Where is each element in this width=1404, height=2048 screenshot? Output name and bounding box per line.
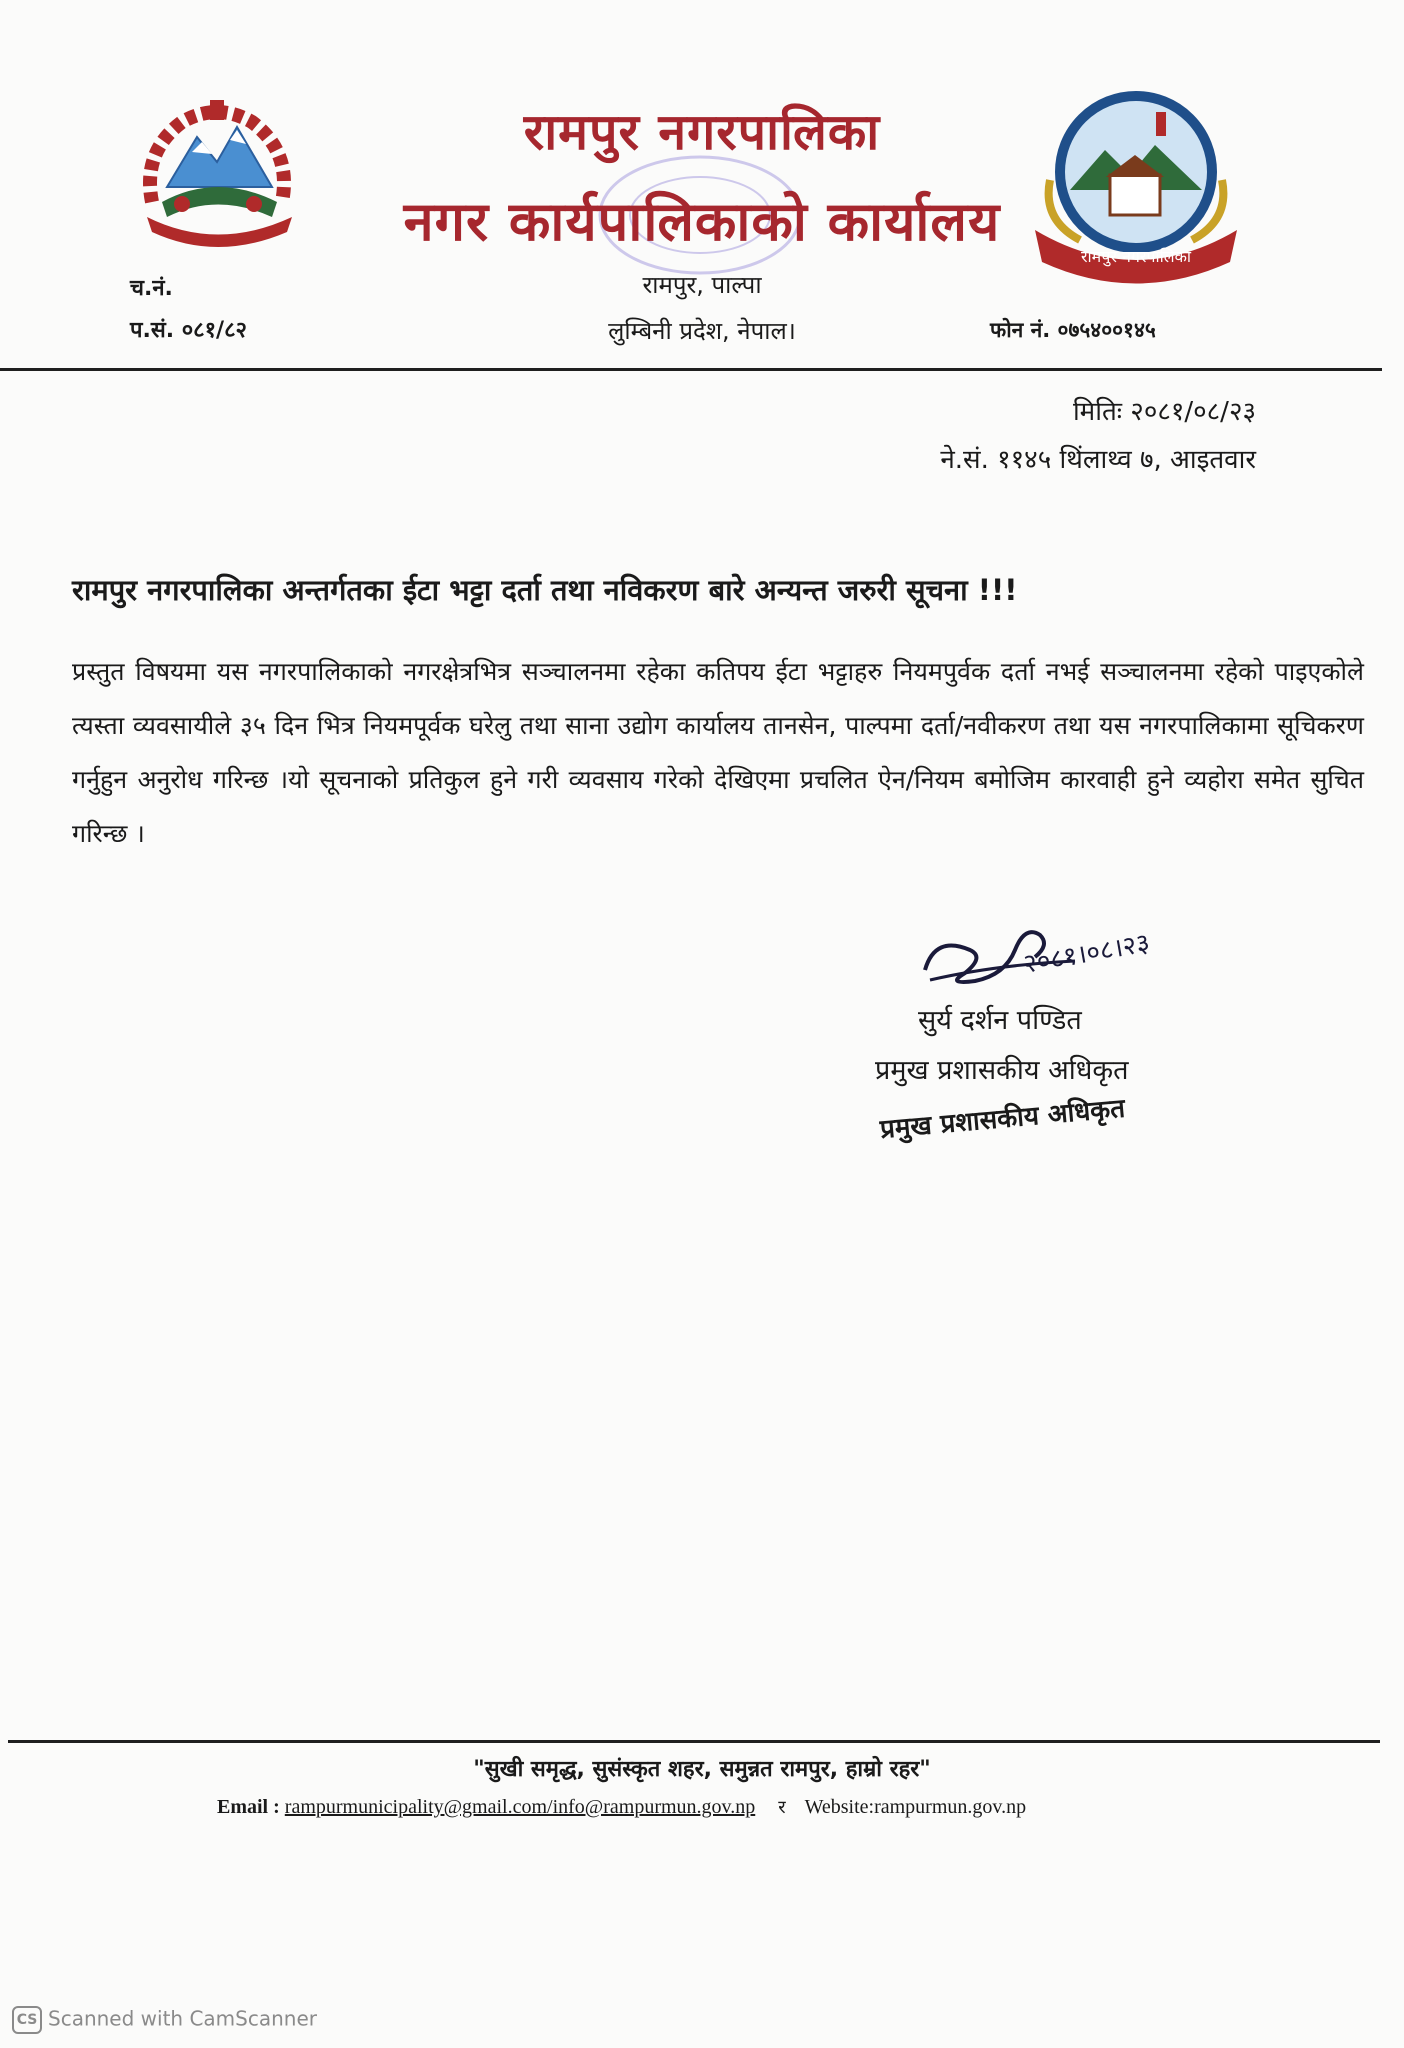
province-line: लुम्बिनी प्रदेश, नेपाल। xyxy=(608,317,796,345)
page-title: रामपुर नगरपालिका xyxy=(523,103,881,161)
letter-number: प.सं. ०८१/८२ xyxy=(130,318,247,343)
office-title: नगर कार्यपालिकाको कार्यालय xyxy=(403,190,1001,253)
scanner-watermark xyxy=(12,2006,317,2034)
email-label: Email : xyxy=(217,1796,280,1818)
scanner-text: Scanned with CamScanner xyxy=(48,2006,317,2031)
address-line: रामपुर, पाल्पा xyxy=(642,271,762,299)
designation-stamp: प्रमुख प्रशासकीय अधिकृत xyxy=(878,1093,1127,1145)
website-link[interactable]: Website:rampurmun.gov.np xyxy=(804,1796,1027,1818)
footer-slogan: "सुखी समृद्ध, सुसंस्कृत शहर, समुन्नत रामपुर, हाम्रो रहर" xyxy=(473,1757,931,1782)
phone-number: फोन नं. ०७५४००१४५ xyxy=(990,318,1156,342)
footer-divider xyxy=(8,1740,1380,1743)
dispatch-number: च.नं. xyxy=(130,276,173,301)
logo-banner-text: रामपुर नगरपालिका xyxy=(1080,247,1192,266)
header-divider xyxy=(0,368,1382,371)
signer-title: प्रमुख प्रशासकीय अधिकृत xyxy=(875,1055,1129,1086)
signer-name: सुर्य दर्शन पण्डित xyxy=(918,1005,1082,1036)
notice-body: प्रस्तुत विषयमा यस नगरपालिकाको नगरक्षेत्रभित्र सञ्चालनमा रहेका कतिपय ईटा भट्टाहरु नियमपुर्वक दर्ता नभई सञ्चालनमा रहेको पाइएकोले त्यस्ता व्यवसायीले ३५ दिन भित्र नियमपूर्वक घरेलु तथा साना उद्योग कार्यालय तानसेन, पाल्पमा दर्ता/नवीकरण तथा यस नगरपालिकामा सूचिकरण गर्नुहुन अनुरोध गरिन्छ ।यो सूचनाको प्रतिकुल हुने गरी व्यवसाय गरेको देखिएमा प्रचलित ऐन/नियम बमोजिम कारवाही हुने व्यहोरा समेत सुचित गरिन्छ । xyxy=(72,657,1364,848)
handwritten-date: २०८१।०८।२३ xyxy=(1021,928,1153,980)
footer-contact xyxy=(217,1795,1026,1819)
signature-icon xyxy=(915,895,1165,1005)
date-ns: ने.सं. ११४५ थिंलाथ्व ७, आइतवार xyxy=(940,445,1256,475)
camscanner-icon: CS xyxy=(12,2006,42,2034)
contact-separator: र xyxy=(778,1797,786,1818)
date-bs: मितिः २०८१/०८/२३ xyxy=(1072,397,1256,427)
notice-subject: रामपुर नगरपालिका अन्तर्गतका ईटा भट्टा दर्ता तथा नविकरण बारे अन्यन्त जरुरी सूचना !!! xyxy=(72,573,1018,607)
email-link[interactable]: rampurmunicipality@gmail.com/info@rampurmun.gov.np xyxy=(284,1796,756,1818)
